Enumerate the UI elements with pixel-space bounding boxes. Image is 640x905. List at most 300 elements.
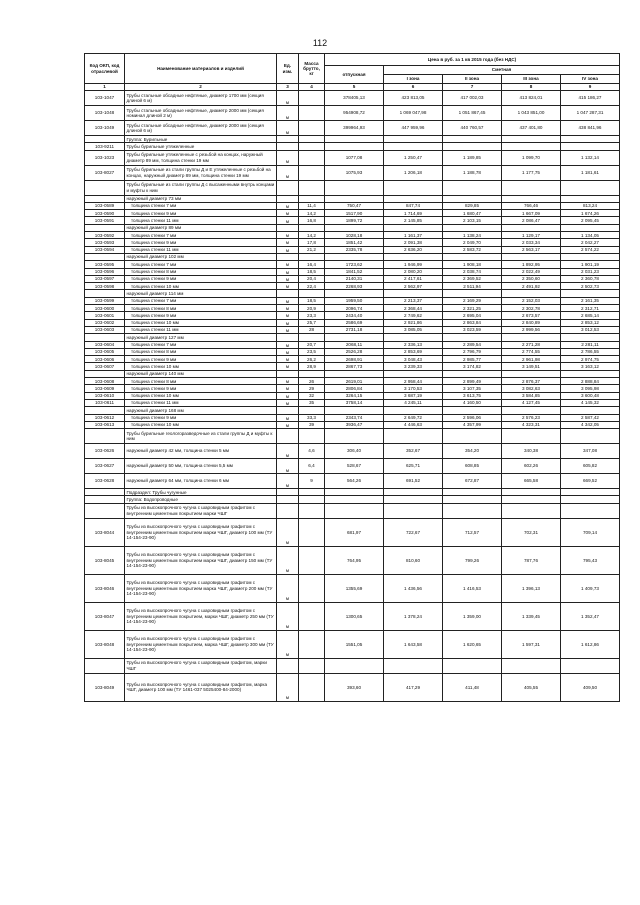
cell-mass bbox=[299, 630, 325, 658]
cell-z4: 1 901,19 bbox=[561, 261, 620, 268]
cell-z1: 2 417,61 bbox=[384, 275, 443, 282]
cell-z3: 2 271,28 bbox=[502, 341, 561, 348]
cell-mass bbox=[299, 546, 325, 574]
cell-z4: 3 095,98 bbox=[561, 385, 620, 392]
cell-release: 3264,15 bbox=[325, 392, 384, 399]
cell-unit: м bbox=[277, 305, 299, 312]
cell-mass: 20,9 bbox=[299, 305, 325, 312]
cell-z1: 2 368,44 bbox=[384, 305, 443, 312]
table-row bbox=[85, 407, 620, 414]
table-row bbox=[85, 474, 620, 489]
column-number: 8 bbox=[502, 84, 561, 91]
cell-code bbox=[85, 407, 125, 414]
cell-mass bbox=[299, 253, 325, 260]
cell-code: 103-1047 bbox=[85, 91, 125, 106]
cell-z4: 3 600,48 bbox=[561, 392, 620, 399]
cell-code: 103-0610 bbox=[85, 392, 125, 399]
cell-z2: 2 038,74 bbox=[443, 268, 502, 275]
cell-z3: 766,46 bbox=[502, 202, 561, 209]
cell-empty bbox=[502, 136, 561, 143]
table-row bbox=[85, 202, 620, 209]
cell-z2: 2 596,06 bbox=[443, 414, 502, 421]
cell-name: Трубы из высокопрочного чугуна с шаровидным графитом с внутренним цементным покрытием марки ЧШГ, диаметр 150 мм (ТУ 14-154-23-90) bbox=[125, 546, 277, 574]
cell-z3 bbox=[502, 290, 561, 297]
cell-name: наружный диаметр 114 мм bbox=[125, 290, 277, 297]
table-row bbox=[85, 326, 620, 333]
cell-unit: м bbox=[277, 210, 299, 217]
cell-empty bbox=[443, 136, 502, 143]
table-row bbox=[85, 312, 620, 319]
cell-z1 bbox=[384, 503, 443, 518]
header-price-title: Цена в руб. за 1 кв 2015 года (без НДС) bbox=[325, 54, 620, 66]
cell-z3: 2 033,34 bbox=[502, 239, 561, 246]
cell-unit: м bbox=[277, 341, 299, 348]
cell-mass: 17,8 bbox=[299, 239, 325, 246]
cell-z4 bbox=[561, 658, 620, 673]
group-row bbox=[85, 136, 620, 143]
cell-z4: 1 047 287,31 bbox=[561, 106, 620, 121]
table-row bbox=[85, 283, 620, 290]
cell-z2 bbox=[443, 195, 502, 202]
cell-z4 bbox=[561, 370, 620, 377]
cell-code bbox=[85, 290, 125, 297]
cell-release: 1075,93 bbox=[325, 165, 384, 180]
cell-z2: 2 583,72 bbox=[443, 246, 502, 253]
cell-z2: 1 620,65 bbox=[443, 630, 502, 658]
cell-z2: 4 160,50 bbox=[443, 399, 502, 406]
cell-mass bbox=[299, 290, 325, 297]
cell-name: толщина стенки 10 мм bbox=[125, 421, 277, 428]
column-number-row bbox=[85, 84, 620, 91]
header-zone-1: I зона bbox=[384, 75, 443, 84]
cell-mass: 23,3 bbox=[299, 312, 325, 319]
cell-z2: 2 169,29 bbox=[443, 297, 502, 304]
cell-z1: 1 250,47 bbox=[384, 150, 443, 165]
cell-code bbox=[85, 489, 125, 496]
cell-name: толщина стенки 8 мм bbox=[125, 305, 277, 312]
cell-z1: 3 239,33 bbox=[384, 363, 443, 370]
cell-z2: 1 188,78 bbox=[443, 165, 502, 180]
cell-unit: м bbox=[277, 421, 299, 428]
cell-z2 bbox=[443, 429, 502, 444]
cell-mass: 16,8 bbox=[299, 217, 325, 224]
cell-name: наружный диаметр 127 мм bbox=[125, 334, 277, 341]
table-row bbox=[85, 217, 620, 224]
cell-code: 103-8046 bbox=[85, 574, 125, 602]
cell-unit: м bbox=[277, 326, 299, 333]
cell-mass bbox=[299, 574, 325, 602]
cell-z4 bbox=[561, 253, 620, 260]
header-name: Наименование материалов и изделий bbox=[125, 54, 277, 84]
cell-mass: 26 bbox=[299, 378, 325, 385]
cell-code bbox=[85, 429, 125, 444]
cell-release bbox=[325, 407, 384, 414]
cell-z4 bbox=[561, 429, 620, 444]
cell-release bbox=[325, 195, 384, 202]
cell-z4 bbox=[561, 180, 620, 195]
cell-z2: 3 613,75 bbox=[443, 392, 502, 399]
cell-unit: м bbox=[277, 363, 299, 370]
cell-z3: 2 302,78 bbox=[502, 305, 561, 312]
cell-z4: 2 786,55 bbox=[561, 348, 620, 355]
cell-name: толщина стенки 8 мм bbox=[125, 268, 277, 275]
cell-code bbox=[85, 253, 125, 260]
cell-z1 bbox=[384, 195, 443, 202]
cell-z3 bbox=[502, 407, 561, 414]
cell-z1: 4 446,63 bbox=[384, 421, 443, 428]
cell-code: 103-0602 bbox=[85, 319, 125, 326]
cell-unit: м bbox=[277, 239, 299, 246]
table-row bbox=[85, 275, 620, 282]
table-row bbox=[85, 630, 620, 658]
cell-unit: м bbox=[277, 268, 299, 275]
cell-unit bbox=[277, 143, 299, 150]
cell-z2 bbox=[443, 143, 502, 150]
cell-z2: 2 899,49 bbox=[443, 378, 502, 385]
cell-z1: 2 562,97 bbox=[384, 283, 443, 290]
header-code: Код ОКП, код отраслевой bbox=[85, 54, 125, 84]
cell-code: 103-0601 bbox=[85, 312, 125, 319]
cell-z2: 2 321,25 bbox=[443, 305, 502, 312]
table-row bbox=[85, 370, 620, 377]
cell-z4: 2 888,84 bbox=[561, 378, 620, 385]
table-row bbox=[85, 503, 620, 518]
cell-unit bbox=[277, 334, 299, 341]
cell-name: Группа: Бурильные bbox=[125, 136, 277, 143]
cell-code: 103-0593 bbox=[85, 239, 125, 246]
cell-code: 103-0596 bbox=[85, 268, 125, 275]
cell-unit: м bbox=[277, 246, 299, 253]
cell-code: 103-9211 bbox=[85, 143, 125, 150]
cell-unit: м bbox=[277, 399, 299, 406]
cell-code: 103-0589 bbox=[85, 202, 125, 209]
cell-z4: 4 342,05 bbox=[561, 421, 620, 428]
cell-name: толщина стенки 10 мм bbox=[125, 363, 277, 370]
cell-release bbox=[325, 658, 384, 673]
cell-unit: м bbox=[277, 630, 299, 658]
table-row bbox=[85, 385, 620, 392]
cell-mass: 14,2 bbox=[299, 232, 325, 239]
cell-z2: 1 189,85 bbox=[443, 150, 502, 165]
cell-release: 2619,01 bbox=[325, 378, 384, 385]
cell-z4: 605,82 bbox=[561, 459, 620, 474]
cell-mass bbox=[299, 91, 325, 106]
cell-name: наружный диаметр 50 мм, толщина стенки 5,5 мм bbox=[125, 459, 277, 474]
cell-z2: 1 051 867,45 bbox=[443, 106, 502, 121]
cell-name: толщина стенки 7 мм bbox=[125, 297, 277, 304]
cell-unit: м bbox=[277, 232, 299, 239]
cell-z1: 2 145,85 bbox=[384, 217, 443, 224]
cell-z1: 4 245,11 bbox=[384, 399, 443, 406]
cell-z1: 1 714,69 bbox=[384, 210, 443, 217]
cell-z1 bbox=[384, 334, 443, 341]
cell-empty bbox=[502, 489, 561, 496]
cell-z3: 1 892,95 bbox=[502, 261, 561, 268]
table-row bbox=[85, 319, 620, 326]
cell-z3: 2 961,98 bbox=[502, 356, 561, 363]
cell-name: Трубы бурильные из стали группы Д и Е утяжеленные с резьбой на концах, наружный диаметр 89 мм, толщина стенки 19 мм bbox=[125, 165, 277, 180]
cell-z4 bbox=[561, 143, 620, 150]
cell-z2: 2 863,84 bbox=[443, 319, 502, 326]
cell-unit: м bbox=[277, 546, 299, 574]
cell-code: 103-0590 bbox=[85, 210, 125, 217]
cell-mass: 39 bbox=[299, 421, 325, 428]
table-row bbox=[85, 444, 620, 459]
cell-z1: 3 170,53 bbox=[384, 385, 443, 392]
cell-z3 bbox=[502, 503, 561, 518]
cell-code: 103-0609 bbox=[85, 385, 125, 392]
table-row bbox=[85, 673, 620, 701]
cell-z2: 417 002,03 bbox=[443, 91, 502, 106]
cell-z3 bbox=[502, 370, 561, 377]
cell-name: Трубы из высокопрочного чугуна с шаровидным графитом с внутренним цементным покрытием марка ЧШГ, диаметр 200 мм (ТУ 14-154-23-90) bbox=[125, 574, 277, 602]
cell-mass: 28,9 bbox=[299, 363, 325, 370]
cell-release: 1899,72 bbox=[325, 217, 384, 224]
table-row bbox=[85, 305, 620, 312]
cell-empty bbox=[277, 489, 299, 496]
cell-name: Трубы из высокопрочного чугуна с шаровидным графитом с внутренним цементным покрытием марки ЧШГ, диаметр 100 мм (ТУ 14-154-23-90) bbox=[125, 518, 277, 546]
cell-name: толщина стенки 9 мм bbox=[125, 239, 277, 246]
cell-code: 103-8049 bbox=[85, 673, 125, 701]
column-number: 4 bbox=[299, 84, 325, 91]
column-number: 3 bbox=[277, 84, 299, 91]
cell-z1: 423 813,05 bbox=[384, 91, 443, 106]
cell-z3: 1 177,75 bbox=[502, 165, 561, 180]
cell-empty bbox=[443, 496, 502, 503]
group-row bbox=[85, 496, 620, 503]
cell-name: наружный диаметр 89 мм bbox=[125, 224, 277, 231]
cell-code: 103-8045 bbox=[85, 546, 125, 574]
cell-unit: м bbox=[277, 150, 299, 165]
cell-z2: 3 023,59 bbox=[443, 326, 502, 333]
cell-empty bbox=[443, 489, 502, 496]
cell-z4: 409,50 bbox=[561, 673, 620, 701]
cell-name: толщина стенки 11 мм bbox=[125, 246, 277, 253]
cell-z2 bbox=[443, 407, 502, 414]
cell-z4: 2 042,27 bbox=[561, 239, 620, 246]
cell-z2: 2 985,77 bbox=[443, 356, 502, 363]
cell-z3: 1 339,45 bbox=[502, 602, 561, 630]
cell-mass: 14,2 bbox=[299, 210, 325, 217]
table-row bbox=[85, 261, 620, 268]
cell-release: 1028,18 bbox=[325, 232, 384, 239]
cell-code bbox=[85, 224, 125, 231]
cell-name: толщина стенки 11 мм bbox=[125, 326, 277, 333]
cell-empty bbox=[299, 496, 325, 503]
cell-z3 bbox=[502, 180, 561, 195]
cell-unit: м bbox=[277, 459, 299, 474]
cell-name: толщина стенки 9 мм bbox=[125, 385, 277, 392]
table-row bbox=[85, 334, 620, 341]
cell-z1: 1 161,37 bbox=[384, 232, 443, 239]
cell-name: наружный диаметр 168 мм bbox=[125, 407, 277, 414]
cell-z1: 2 958,44 bbox=[384, 378, 443, 385]
cell-release bbox=[325, 370, 384, 377]
cell-unit: м bbox=[277, 165, 299, 180]
cell-z4: 2 095,45 bbox=[561, 217, 620, 224]
cell-release: 2731,18 bbox=[325, 326, 384, 333]
cell-z4: 1 409,73 bbox=[561, 574, 620, 602]
table-row bbox=[85, 232, 620, 239]
cell-mass bbox=[299, 334, 325, 341]
cell-z1: 810,60 bbox=[384, 546, 443, 574]
table-row bbox=[85, 121, 620, 136]
cell-mass bbox=[299, 407, 325, 414]
cell-unit: м bbox=[277, 602, 299, 630]
cell-mass: 32 bbox=[299, 392, 325, 399]
group-row bbox=[85, 489, 620, 496]
cell-release: 1355,69 bbox=[325, 574, 384, 602]
cell-z1 bbox=[384, 658, 443, 673]
cell-mass bbox=[299, 121, 325, 136]
table-row bbox=[85, 602, 620, 630]
cell-unit bbox=[277, 180, 299, 195]
cell-unit: м bbox=[277, 319, 299, 326]
cell-z1: 1 436,56 bbox=[384, 574, 443, 602]
cell-z2 bbox=[443, 370, 502, 377]
cell-empty bbox=[384, 489, 443, 496]
column-number: 1 bbox=[85, 84, 125, 91]
cell-z1 bbox=[384, 224, 443, 231]
cell-z4: 1 674,26 bbox=[561, 210, 620, 217]
cell-release: 2068,11 bbox=[325, 341, 384, 348]
cell-z2: 2 103,15 bbox=[443, 217, 502, 224]
cell-unit: м bbox=[277, 261, 299, 268]
cell-unit: м bbox=[277, 283, 299, 290]
cell-z1 bbox=[384, 143, 443, 150]
cell-z3 bbox=[502, 334, 561, 341]
cell-name: наружный диаметр 64 мм, толщина стенки 6 мм bbox=[125, 474, 277, 489]
cell-code: 103-1048 bbox=[85, 106, 125, 121]
table-row bbox=[85, 143, 620, 150]
cell-name: Трубы из высокопрочного чугуна с шаровидным графитом, марки ЧШГ bbox=[125, 658, 277, 673]
cell-z4: 795,43 bbox=[561, 546, 620, 574]
cell-unit: м bbox=[277, 202, 299, 209]
cell-unit: м bbox=[277, 217, 299, 224]
cell-z4 bbox=[561, 224, 620, 231]
cell-release: 1841,52 bbox=[325, 268, 384, 275]
cell-z3: 340,38 bbox=[502, 444, 561, 459]
cell-z1: 3 085,05 bbox=[384, 326, 443, 333]
cell-z1 bbox=[384, 290, 443, 297]
cell-release: 1723,62 bbox=[325, 261, 384, 268]
cell-unit bbox=[277, 658, 299, 673]
cell-z4: 1 352,47 bbox=[561, 602, 620, 630]
cell-z3: 2 576,23 bbox=[502, 414, 561, 421]
cell-code: 103-8027 bbox=[85, 165, 125, 180]
cell-name: Трубы из высокопрочного чугуна с шаровидным графитом с внутренним цементным покрытием, марка ЧШГ, диаметр 300 мм (ТУ 14-154-23-90) bbox=[125, 630, 277, 658]
cell-z3: 1 667,09 bbox=[502, 210, 561, 217]
cell-z1: 2 921,86 bbox=[384, 319, 443, 326]
cell-release: 2806,84 bbox=[325, 385, 384, 392]
cell-z4: 1 134,05 bbox=[561, 232, 620, 239]
cell-empty bbox=[384, 496, 443, 503]
cell-release: 681,97 bbox=[325, 518, 384, 546]
cell-z1: 2 080,20 bbox=[384, 268, 443, 275]
table-row bbox=[85, 150, 620, 165]
cell-z4 bbox=[561, 503, 620, 518]
table-row bbox=[85, 363, 620, 370]
cell-code: 103-8044 bbox=[85, 518, 125, 546]
cell-z2: 672,87 bbox=[443, 474, 502, 489]
cell-code: 103-0627 bbox=[85, 459, 125, 474]
cell-release bbox=[325, 224, 384, 231]
cell-mass: 18,5 bbox=[299, 268, 325, 275]
cell-release: 2335,78 bbox=[325, 246, 384, 253]
column-number: 5 bbox=[325, 84, 384, 91]
cell-mass: 22,4 bbox=[299, 283, 325, 290]
table-row bbox=[85, 574, 620, 602]
header-zone-3: III зона bbox=[502, 75, 561, 84]
cell-z4: 2 974,75 bbox=[561, 356, 620, 363]
cell-code: 103-0598 bbox=[85, 283, 125, 290]
column-number: 7 bbox=[443, 84, 502, 91]
cell-mass bbox=[299, 150, 325, 165]
cell-z2 bbox=[443, 224, 502, 231]
cell-code: 103-0607 bbox=[85, 363, 125, 370]
cell-z2: 1 359,00 bbox=[443, 602, 502, 630]
cell-empty bbox=[325, 489, 384, 496]
cell-unit bbox=[277, 253, 299, 260]
cell-release: 1851,42 bbox=[325, 239, 384, 246]
cell-z4: 2 502,73 bbox=[561, 283, 620, 290]
cell-release: 2343,74 bbox=[325, 414, 384, 421]
cell-empty bbox=[561, 489, 620, 496]
cell-name: Трубы бурильные геологоразведочные из стали группы Д и муфты к ним bbox=[125, 429, 277, 444]
cell-empty bbox=[561, 136, 620, 143]
cell-z3: 2 350,60 bbox=[502, 275, 561, 282]
cell-unit: м bbox=[277, 356, 299, 363]
cell-name: Трубы из высокопрочного чугуна с шаровидным графитом, марка ЧШГ, диаметр 100 мм (ТУ 1461-037 5025400-84-2000) bbox=[125, 673, 277, 701]
table-row bbox=[85, 224, 620, 231]
page-number: 112 bbox=[312, 38, 328, 48]
cell-z2: 712,57 bbox=[443, 518, 502, 546]
cell-z4: 2 685,14 bbox=[561, 312, 620, 319]
cell-z3: 1 099,70 bbox=[502, 150, 561, 165]
cell-mass: 9 bbox=[299, 474, 325, 489]
cell-z1: 691,52 bbox=[384, 474, 443, 489]
cell-z4: 2 587,42 bbox=[561, 414, 620, 421]
cell-release: 2434,40 bbox=[325, 312, 384, 319]
table-row bbox=[85, 210, 620, 217]
table-row bbox=[85, 356, 620, 363]
cell-release: 1551,05 bbox=[325, 630, 384, 658]
cell-release: 2698,91 bbox=[325, 356, 384, 363]
cell-z3: 1 043 851,00 bbox=[502, 106, 561, 121]
cell-mass bbox=[299, 518, 325, 546]
cell-code bbox=[85, 503, 125, 518]
cell-z4: 2 161,35 bbox=[561, 297, 620, 304]
cell-z1: 3 687,19 bbox=[384, 392, 443, 399]
cell-z3: 437 401,80 bbox=[502, 121, 561, 136]
cell-empty bbox=[325, 496, 384, 503]
cell-z2: 608,85 bbox=[443, 459, 502, 474]
cell-z3: 3 082,63 bbox=[502, 385, 561, 392]
cell-z1: 1 643,58 bbox=[384, 630, 443, 658]
cell-z2: 4 357,99 bbox=[443, 421, 502, 428]
table-row bbox=[85, 658, 620, 673]
cell-z4 bbox=[561, 334, 620, 341]
cell-z3 bbox=[502, 224, 561, 231]
cell-z2: 354,20 bbox=[443, 444, 502, 459]
table-row bbox=[85, 378, 620, 385]
column-number: 9 bbox=[561, 84, 620, 91]
cell-z1 bbox=[384, 370, 443, 377]
cell-name: наружный диаметр 73 мм bbox=[125, 195, 277, 202]
cell-z3: 2 152,03 bbox=[502, 297, 561, 304]
cell-code: 103-0595 bbox=[85, 261, 125, 268]
cell-release: 1300,65 bbox=[325, 602, 384, 630]
